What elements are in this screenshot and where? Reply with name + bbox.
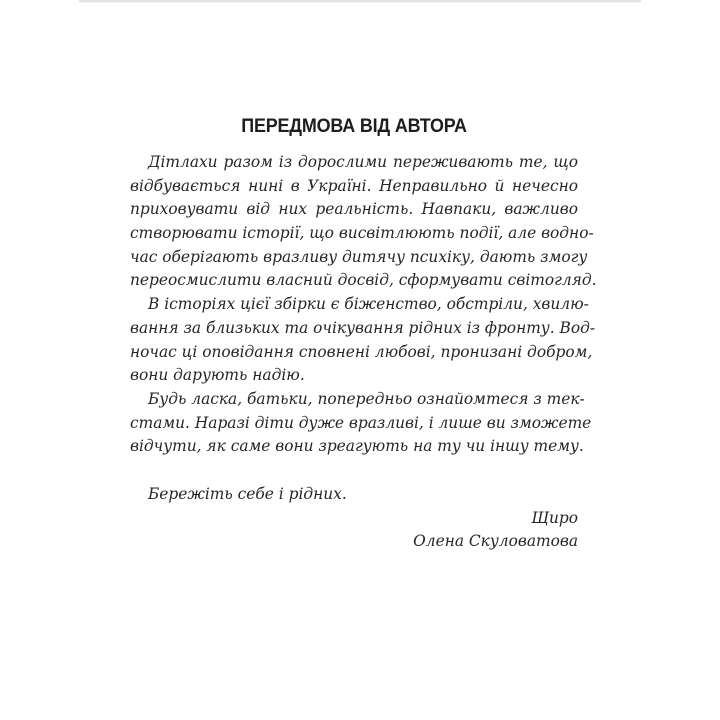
preface-body [130, 151, 597, 459]
text-line: відчути, як саме вони зреагують на ту чи іншу тему. [130, 437, 584, 456]
closing-greeting: Бережіть себе і рідних. [148, 485, 347, 503]
paragraph-1 [130, 151, 597, 293]
paragraph-3 [130, 388, 592, 459]
page-top-edge [79, 0, 641, 2]
text-line: створювати історії, що висвітлюють події, але водно- [130, 224, 594, 243]
text-line: стами. Наразі діти дуже вразливі, і лише ви зможете [130, 413, 592, 432]
closing-block [130, 483, 578, 554]
page-title: ПЕРЕДМОВА ВІД АВТОРА [241, 115, 467, 137]
text-line: Дітлахи разом із дорослими переживають те, що [148, 153, 578, 171]
text-line: вони дарують надію. [130, 366, 305, 385]
text-line: час оберігають вразливу дитячу психіку, дають змогу [130, 247, 588, 266]
author-signature: Олена Скуловатова [413, 532, 578, 551]
text-line: вання за близьких та очікування рідних із фронту. Вод- [130, 318, 596, 337]
text-line: відбувається нині в Україні. Неправильно й нечесно [130, 176, 578, 195]
text-line: переосмислити власний досвід, сформувати світогляд. [130, 271, 597, 290]
text-line: приховувати від них реальність. Навпаки, важливо [130, 200, 578, 219]
paragraph-2 [130, 293, 596, 388]
text-line: ночас ці оповідання сповнені любові, пронизані добром, [130, 342, 593, 361]
text-line: В історіях цієї збірки є біженство, обстріли, хвилю- [148, 295, 589, 314]
valediction: Щиро [531, 508, 578, 527]
text-line: Будь ласка, батьки, попередньо ознайомтеся з тек- [148, 389, 585, 408]
